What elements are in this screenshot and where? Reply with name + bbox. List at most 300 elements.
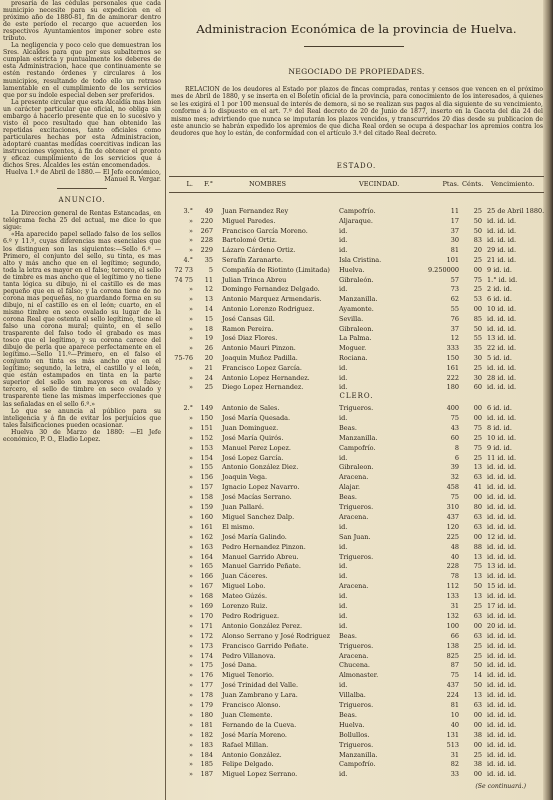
row-f: 267: [200, 226, 213, 235]
table-row: [169, 661, 544, 671]
row-l: »: [189, 246, 193, 255]
row-vencimiento: id. id. id.: [487, 324, 517, 333]
row-vencimiento: 6 id. id.: [487, 404, 512, 412]
row-vencimiento: id. id. id.: [487, 363, 517, 372]
row-nombre: Antonio González.: [222, 750, 282, 759]
row-vencimiento: id. id. id.: [487, 572, 517, 581]
row-vecindad: Trigueros.: [339, 641, 374, 650]
row-f: 19: [204, 334, 213, 343]
row-f: 169: [200, 602, 213, 610]
row-cents: 00: [473, 710, 482, 719]
table-row: [169, 691, 544, 701]
row-vecindad: Almonaster.: [339, 671, 379, 680]
row-l: »: [189, 443, 193, 452]
row-cents: 00: [473, 740, 482, 749]
row-ptas: 40: [450, 720, 459, 729]
row-vencimiento: id. id. id.: [487, 770, 517, 779]
row-ptas: 161: [446, 363, 459, 372]
row-vecindad: Alajar.: [339, 483, 360, 492]
table-row: [169, 246, 544, 256]
table-row: [169, 315, 544, 325]
table-row: [169, 463, 544, 473]
row-l: »: [189, 720, 193, 729]
row-nombre: Antonio González Perez.: [222, 621, 303, 630]
row-cents: 63: [473, 631, 482, 640]
row-l: »: [189, 730, 193, 739]
table-row: [169, 454, 544, 464]
row-ptas: 437: [446, 512, 459, 521]
row-nombre: Francisco García Moreno.: [222, 226, 308, 235]
row-l: »: [189, 314, 193, 323]
row-ptas: 222: [446, 373, 459, 382]
row-vencimiento: 1.° id. id.: [487, 275, 518, 284]
row-cents: 00: [473, 305, 482, 313]
row-vecindad: Bollullos.: [339, 730, 370, 739]
row-ptas: 37: [450, 226, 459, 235]
row-ptas: 32: [450, 473, 459, 482]
row-nombre: Pedro Hernandez Pinzon.: [222, 542, 306, 551]
row-vecindad: Beas.: [339, 493, 357, 502]
table-row: [169, 364, 544, 374]
row-vencimiento: id. id. id.: [487, 631, 517, 640]
row-vecindad: Aljaraque.: [339, 216, 373, 225]
row-ptas: 138: [446, 641, 459, 650]
row-vencimiento: 6 id. id.: [487, 295, 512, 304]
row-ptas: 17: [450, 216, 459, 225]
row-vencimiento: 11 id. id.: [487, 453, 517, 462]
right-column: [169, 0, 544, 800]
row-nombre: Francisco Alonso.: [222, 701, 281, 709]
row-cents: 63: [473, 701, 482, 709]
row-cents: 50: [473, 582, 482, 591]
row-ptas: 12: [450, 334, 459, 343]
table-row: [169, 276, 544, 286]
row-cents: 00: [473, 413, 482, 422]
row-l: »: [189, 503, 193, 511]
row-ptas: 75: [450, 493, 459, 502]
row-f: 228: [200, 236, 213, 245]
row-cents: 75: [473, 275, 482, 284]
row-cents: 50: [473, 226, 482, 235]
row-vencimiento: id. id. id.: [487, 463, 517, 472]
row-l: »: [189, 661, 193, 670]
row-ptas: 825: [446, 651, 459, 660]
row-vencimiento: id. id. id.: [487, 740, 517, 749]
row-nombre: Rafael Millan.: [222, 740, 269, 749]
table-row: [169, 652, 544, 662]
header-f: F.°: [204, 180, 213, 188]
table-row: [169, 602, 544, 612]
row-cents: 75: [473, 423, 482, 432]
row-ptas: 31: [450, 750, 459, 759]
row-f: 165: [200, 562, 213, 571]
row-nombre: José María Quesada.: [222, 413, 291, 422]
row-f: 164: [200, 552, 213, 561]
row-vecindad: Campofrío.: [339, 443, 376, 452]
row-cents: 25: [473, 641, 482, 650]
row-ptas: 30: [450, 236, 459, 245]
row-l: »: [189, 226, 193, 235]
row-vencimiento: id. id. id.: [487, 760, 517, 769]
row-cents: 13: [473, 572, 482, 581]
row-ptas: 11: [450, 207, 459, 215]
row-nombre: Francisco Garrido Peñate.: [222, 641, 309, 650]
row-cents: 53: [473, 295, 482, 304]
row-vencimiento: 28 id. id.: [487, 373, 517, 382]
row-f: 175: [200, 661, 213, 670]
row-f: 163: [200, 542, 213, 551]
row-vecindad: Campofrío.: [339, 760, 376, 769]
row-cents: 88: [473, 542, 482, 551]
row-f: 15: [204, 314, 213, 323]
row-nombre: Serafín Zaranarte.: [222, 256, 284, 264]
row-vecindad: Moguer.: [339, 344, 367, 353]
table-row: [169, 207, 544, 217]
signature-vergar: Huelva 1.º de Abril de 1880.— El Jefe económico, Manuel R. Vergar.: [5, 169, 161, 184]
row-nombre: Juan Pallaré.: [222, 503, 264, 511]
page-title: Administracion Económica de la provincia de Huelva.: [196, 22, 517, 36]
row-vecindad: id.: [339, 592, 348, 601]
paragraph-anuncia: Lo que se anuncia al público para su inteligencia y á fin de evitar los perjuicios que tales falsificaciones pueden ocasionar.: [3, 407, 161, 429]
row-nombre: Felipe Delgado.: [222, 760, 274, 769]
row-nombre: Pedro Villanova.: [222, 651, 276, 660]
row-l: »: [189, 691, 193, 700]
row-vecindad: id.: [339, 621, 348, 630]
row-nombre: Juan Dominguez.: [222, 423, 279, 432]
row-ptas: 458: [446, 483, 459, 492]
row-nombre: Miguel Sanchez Dalp.: [222, 512, 295, 521]
row-vencimiento: 9 id. id.: [487, 265, 512, 274]
row-l: »: [189, 681, 193, 690]
row-vencimiento: id. id. id.: [487, 720, 517, 729]
table-row: [169, 681, 544, 691]
row-ptas: 8: [454, 443, 459, 452]
subtitle-rule: [299, 79, 409, 80]
paragraph-cedulas: presaria de las cédulas personales que cada municipio necesite para su expedicion en el próximo año de 1880-81, fin de aminorar dentro de este período el recargo que acuerden los respectivos Ayuntamientos imponer sobre este tributo.: [3, 0, 161, 43]
row-nombre: Joaquin Muñoz Padilla.: [222, 354, 298, 362]
row-vecindad: Ayamonte.: [339, 305, 374, 313]
row-f: 49: [204, 207, 213, 215]
table-row: [169, 592, 544, 602]
row-vecindad: Sevilla.: [339, 314, 364, 323]
row-vencimiento: id. id. id.: [487, 701, 517, 709]
row-nombre: Antonio Lopez Hernandez.: [222, 373, 310, 382]
row-vecindad: Huelva.: [339, 720, 365, 729]
row-vecindad: id.: [339, 373, 348, 382]
table-row: [169, 721, 544, 731]
row-vencimiento: 21 id. id.: [487, 256, 517, 264]
row-vencimiento: 2 id. id.: [487, 285, 512, 294]
row-vencimiento: 15 id. id.: [487, 582, 517, 591]
row-vecindad: Villalba.: [339, 691, 366, 700]
row-vecindad: Manzanilla.: [339, 750, 378, 759]
row-nombre: Ignacio Lopez Navarro.: [222, 483, 300, 492]
row-l: »: [189, 413, 193, 422]
row-vencimiento: id. id. id.: [487, 592, 517, 601]
row-vecindad: id.: [339, 285, 348, 294]
row-l: »: [189, 770, 193, 779]
row-nombre: Juan Zambrano y Lara.: [222, 691, 298, 700]
row-ptas: 150: [446, 354, 459, 362]
row-f: 159: [200, 503, 213, 511]
row-nombre: Antonio Mauri Pinzon.: [222, 344, 296, 353]
row-l: »: [189, 493, 193, 502]
row-f: 24: [204, 373, 213, 382]
row-vencimiento: id. id. id.: [487, 314, 517, 323]
table-row: [169, 227, 544, 237]
row-vecindad: Huelva.: [339, 265, 365, 274]
header-vencimiento: Vencimiento.: [491, 180, 535, 188]
row-cents: 00: [473, 532, 482, 541]
table-row: [169, 503, 544, 513]
row-vencimiento: 5 id. id.: [487, 354, 512, 362]
row-f: 176: [200, 671, 213, 680]
row-vencimiento: 8 id. id.: [487, 423, 512, 432]
row-vencimiento: id. id. id.: [487, 216, 517, 225]
row-ptas: 73: [450, 285, 459, 294]
row-f: 185: [200, 760, 213, 769]
row-l: »: [189, 363, 193, 372]
row-vecindad: Trigueros.: [339, 552, 374, 561]
row-vecindad: id.: [339, 770, 348, 779]
row-vecindad: Chucena.: [339, 661, 370, 670]
row-cents: 50: [473, 661, 482, 670]
row-cents: 35: [473, 344, 482, 353]
row-cents: 50: [473, 681, 482, 690]
row-l: »: [189, 760, 193, 769]
row-ptas: 39: [450, 463, 459, 472]
section-subtitle: NEGOCIADO DE PROPIEDADES.: [288, 67, 425, 76]
row-ptas: 6: [454, 453, 459, 462]
row-vencimiento: id. id. id.: [487, 552, 517, 561]
row-vecindad: Gibraleon.: [339, 463, 374, 472]
row-nombre: Ramon Pereira.: [222, 324, 274, 333]
row-vencimiento: 9 id. id.: [487, 443, 512, 452]
row-f: 152: [200, 433, 213, 442]
row-ptas: 100: [446, 621, 459, 630]
row-cents: 00: [473, 621, 482, 630]
row-nombre: José Diaz Flores.: [222, 334, 278, 343]
row-vecindad: San Juan.: [339, 532, 371, 541]
row-nombre: Antonio Marquez Armendaris.: [222, 295, 322, 304]
row-nombre: Antonio Lorenzo Rodriguez.: [222, 305, 315, 313]
relacion-paragraph: RELACION de los deudores al Estado por plazos de fincas compradas, rentas y censos que vencen en el próximo mes de Abril de 1880, y se inserta en el Boletín oficial de la provincia, para conocimiento de los interesados, á quienes se les exigirá el 1 por 100 mensual de interés de demora, si no se realizan sus pagos al dia siguiente de su vencimiento, conforme á lo dispuesto en el art. 7.º del Real decreto de 20 de Junio de 1877, inserto en la Gaceta del dia 24 del mismo mes; advirtiendo que nunca se imputarán los plazos vencidos, y transcurridos 20 dias desde su publicacion de este anuncio se habrán expedido los apremios de que dicha Real orden se ocupa á despachar los apremios contra los deudores que hoy lo están, de conformidad con el artículo 3.º del citado Real decreto.: [171, 86, 543, 138]
row-l: »: [189, 433, 193, 442]
table-row: [169, 671, 544, 681]
row-ptas: 513: [446, 740, 459, 749]
row-ptas: 75: [450, 671, 459, 680]
row-nombre: Mateo Gúzés.: [222, 592, 268, 601]
row-f: 181: [200, 720, 213, 729]
row-f: 172: [200, 631, 213, 640]
paragraph-direccion: La Direccion general de Rentas Estancadas, en telégrama fecha 25 del actual, me dice lo que sigue:: [3, 210, 161, 232]
row-vecindad: Manzanilla.: [339, 433, 378, 442]
row-ptas: 33: [450, 770, 459, 779]
row-f: 178: [200, 691, 213, 700]
table-row: [169, 711, 544, 721]
row-cents: 13: [473, 552, 482, 561]
table-row: [169, 414, 544, 424]
table-row: [169, 424, 544, 434]
table-row: [169, 562, 544, 572]
row-l: »: [189, 423, 193, 432]
row-cents: 63: [473, 473, 482, 482]
row-l: »: [189, 295, 193, 304]
row-nombre: José Trinidad del Valle.: [222, 681, 299, 690]
row-vecindad: Beas.: [339, 710, 357, 719]
row-f: 171: [200, 621, 213, 630]
row-cents: 25: [473, 602, 482, 610]
signature-lopez: Huelva 30 de Marzo de 1880: —El Jefe económico, P. O., Eladio Lopez.: [3, 428, 161, 443]
table-row: [169, 642, 544, 652]
header-nombres: NOMBRES: [249, 180, 287, 188]
row-cents: 55: [473, 334, 482, 343]
row-nombre: Alonso Serrano y José Rodriguez: [222, 631, 331, 640]
table-row: [169, 632, 544, 642]
row-l: »: [189, 671, 193, 680]
row-vencimiento: id. id. id.: [487, 512, 517, 521]
row-l: »: [189, 621, 193, 630]
row-cents: 25: [473, 651, 482, 660]
row-vecindad: id.: [339, 562, 348, 571]
row-f: 155: [200, 463, 213, 472]
row-cents: 25: [473, 207, 482, 215]
row-cents: 30: [473, 354, 482, 362]
row-l: 4.°: [183, 256, 193, 264]
row-vencimiento: id. id. id.: [487, 522, 517, 531]
row-f: 157: [200, 483, 213, 492]
row-cents: 13: [473, 691, 482, 700]
table-row: [169, 731, 544, 741]
paragraph-circular: La presente circular que esta Alcaldía mas bien un carácter particular que oficial, no obliga sin embargo á hacerlo presente que en lo sucesivo y visto el poco resultado que han obtenido las repetidas excitaciones, tanto oficiales como particulares hechas por esta Administracion, adoptaré cuantas medidas coercitivas indican las instrucciones vigentes, á fin de obtener el pronto y eficaz cumplimiento de los servicios que á dichos Sres. Alcaldes les están encomendados.: [3, 98, 161, 170]
row-cents: 38: [473, 760, 482, 769]
row-vecindad: id.: [339, 453, 348, 462]
row-vecindad: Trigueros.: [339, 503, 374, 511]
row-cents: 50: [473, 216, 482, 225]
table-row: [169, 572, 544, 582]
row-ptas: 75: [450, 413, 459, 422]
row-cents: 25: [473, 453, 482, 462]
row-nombre: Julian Trinca Abreu: [222, 275, 287, 284]
row-ptas: 60: [450, 433, 459, 442]
row-nombre: Miguel Tenorio.: [222, 671, 274, 680]
table-row: [169, 305, 544, 315]
table-header-rule-bottom: [169, 192, 544, 193]
row-l: »: [189, 592, 193, 601]
section-estado: ESTADO.: [336, 162, 377, 170]
row-ptas: 133: [446, 592, 459, 601]
table-row: [169, 256, 544, 266]
table-header-rule-top: [169, 176, 544, 177]
header-l: L.: [186, 180, 193, 188]
row-l: »: [189, 216, 193, 225]
row-nombre: José Cansas Gil.: [222, 314, 275, 323]
row-ptas: 55: [450, 305, 459, 313]
row-cents: 80: [473, 503, 482, 511]
table-row: [169, 444, 544, 454]
row-ptas: 225: [446, 532, 459, 541]
table-row: [169, 295, 544, 305]
row-l: »: [189, 740, 193, 749]
table-row: [169, 553, 544, 563]
row-vencimiento: id. id. id.: [487, 730, 517, 739]
row-cents: 00: [473, 265, 482, 274]
row-f: 5: [208, 265, 213, 274]
row-l: »: [189, 701, 193, 709]
row-nombre: Juan Cáceres.: [222, 572, 268, 581]
row-l: 72 73: [174, 265, 193, 274]
row-vencimiento: id. id. id.: [487, 236, 517, 245]
row-nombre: José Macías Serrano.: [222, 493, 292, 502]
row-l: »: [189, 641, 193, 650]
continuation-note: (Se continuará.): [475, 783, 526, 790]
row-vecindad: id.: [339, 542, 348, 551]
row-f: 21: [204, 363, 213, 372]
row-ptas: 43: [450, 423, 459, 432]
table-row: [169, 533, 544, 543]
row-ptas: 333: [446, 344, 459, 353]
row-vecindad: id.: [339, 681, 348, 690]
row-f: 220: [200, 216, 213, 225]
row-l: »: [189, 483, 193, 492]
row-ptas: 112: [446, 582, 459, 591]
row-cents: 50: [473, 324, 482, 333]
row-nombre: Bartolomé Ortiz.: [222, 236, 277, 245]
row-vencimiento: 25 de Abril 1880.: [487, 207, 544, 215]
row-vecindad: id.: [339, 572, 348, 581]
row-f: 149: [200, 404, 213, 412]
row-nombre: Miguel Lobo.: [222, 582, 266, 591]
row-l: »: [189, 383, 193, 392]
row-l: 3.°: [183, 207, 193, 215]
row-l: »: [189, 710, 193, 719]
table-row: [169, 483, 544, 493]
row-cents: 25: [473, 363, 482, 372]
section-clero: CLERO.: [339, 392, 374, 400]
row-f: 158: [200, 493, 213, 502]
page-edge: [543, 0, 553, 800]
row-l: »: [189, 562, 193, 571]
row-l: »: [189, 305, 193, 313]
row-f: 162: [200, 532, 213, 541]
row-vencimiento: 13 id. id.: [487, 562, 517, 571]
table-row: [169, 751, 544, 761]
row-vencimiento: id. id. id.: [487, 710, 517, 719]
row-vecindad: Gibraleon.: [339, 324, 374, 333]
row-vencimiento: id. id. id.: [487, 611, 517, 620]
header-cents: Cénts.: [462, 180, 484, 188]
row-cents: 13: [473, 463, 482, 472]
table-header: [169, 180, 544, 190]
row-l: »: [189, 582, 193, 591]
row-nombre: José María Quirós.: [222, 433, 284, 442]
row-l: »: [189, 344, 193, 353]
row-cents: 00: [473, 404, 482, 412]
row-vecindad: Aracena.: [339, 473, 369, 482]
row-nombre: José María Galindo.: [222, 532, 287, 541]
row-nombre: Juan Clemente.: [222, 710, 273, 719]
row-vencimiento: id. id. id.: [487, 413, 517, 422]
row-cents: 13: [473, 592, 482, 601]
row-vecindad: id.: [339, 383, 348, 392]
row-ptas: 101: [446, 256, 459, 264]
row-cents: 25: [473, 285, 482, 294]
header-ptas: Ptas.: [442, 180, 459, 188]
row-f: 12: [204, 285, 213, 294]
table-row: [169, 374, 544, 384]
row-cents: 41: [473, 483, 482, 492]
row-vecindad: Isla Cristina.: [339, 256, 382, 264]
